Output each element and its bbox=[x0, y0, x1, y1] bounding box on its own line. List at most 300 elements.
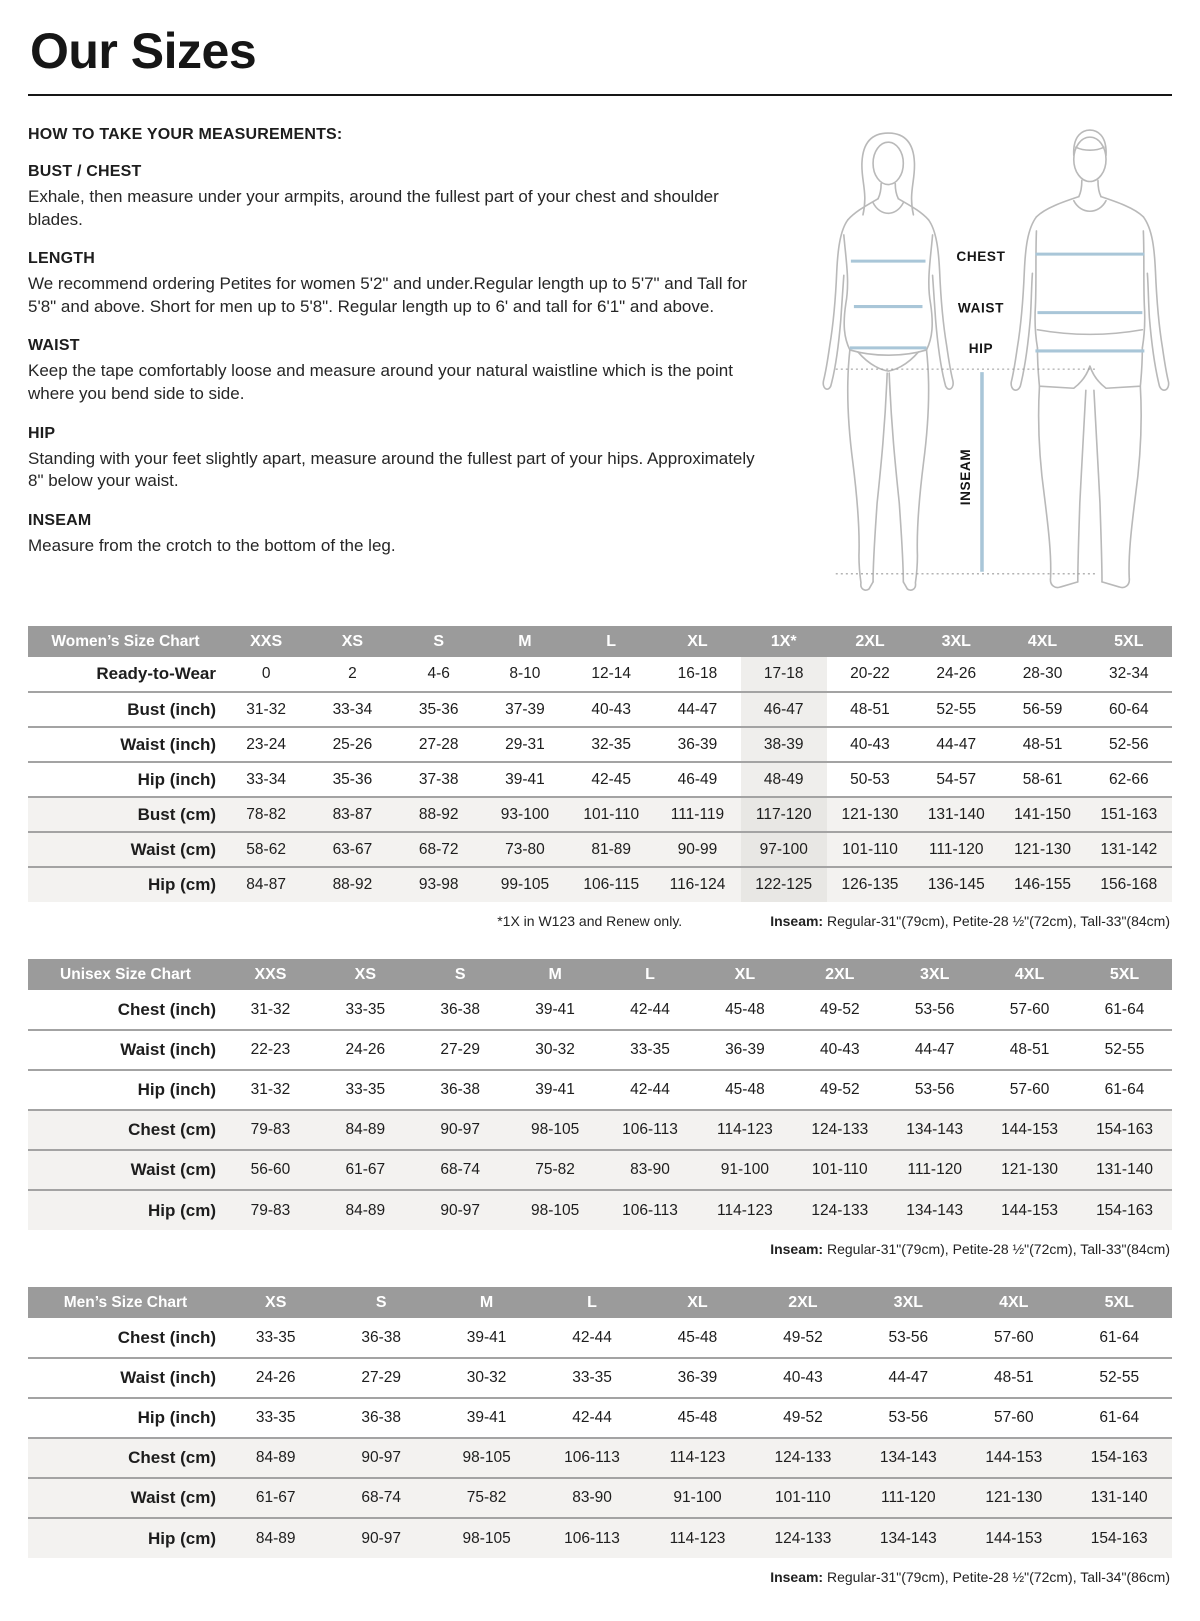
size-cell: 124-133 bbox=[774, 1529, 832, 1547]
size-cell: 117-120 bbox=[741, 797, 827, 832]
size-cell: 27-29 bbox=[361, 1369, 401, 1386]
size-cell: 46-49 bbox=[677, 770, 718, 788]
table-header-row bbox=[28, 959, 1172, 990]
size-cell: 99-105 bbox=[500, 876, 550, 893]
size-cell: 27-28 bbox=[418, 735, 459, 753]
footnote-1x: *1X in W123 and Renew only. bbox=[497, 913, 683, 929]
size-cell: 40-43 bbox=[819, 1041, 860, 1058]
size-cell: 42-44 bbox=[572, 1328, 612, 1346]
size-cell: 101-110 bbox=[811, 1161, 868, 1178]
table-row bbox=[28, 1150, 1172, 1190]
size-cell: 131-142 bbox=[1100, 840, 1158, 858]
column-header: XS bbox=[223, 1287, 328, 1318]
size-cell: 36-39 bbox=[725, 1041, 765, 1058]
section-label: INSEAM bbox=[28, 511, 92, 529]
table-row bbox=[28, 657, 1172, 692]
footnote-inseam-text: Regular-31"(79cm), Petite-28 ½"(72cm), Tall-34"(86cm) bbox=[823, 1569, 1170, 1585]
size-cell: 33-35 bbox=[345, 1081, 386, 1098]
size-cell: 61-64 bbox=[1099, 1409, 1140, 1426]
size-cell: 136-145 bbox=[927, 876, 985, 893]
section-label: HIP bbox=[28, 424, 56, 442]
column-header: XL bbox=[697, 959, 792, 990]
size-cell: 54-57 bbox=[936, 770, 977, 788]
size-cell: 56-59 bbox=[1022, 700, 1063, 718]
footnote-inseam-label: Inseam: bbox=[770, 1241, 824, 1257]
size-cell: 35-36 bbox=[418, 700, 459, 718]
size-cell: 36-39 bbox=[677, 1369, 718, 1386]
size-cell: 38-39 bbox=[741, 727, 827, 762]
size-cell: 154-163 bbox=[1090, 1449, 1148, 1466]
section-waist bbox=[28, 337, 780, 405]
size-cell: 44-47 bbox=[914, 1041, 955, 1058]
size-cell: 121-130 bbox=[985, 1489, 1043, 1506]
size-cell: 33-35 bbox=[572, 1369, 612, 1386]
size-cell: 58-62 bbox=[246, 840, 286, 858]
size-cell: 116-124 bbox=[669, 876, 726, 893]
size-cell: 32-35 bbox=[591, 735, 632, 753]
size-cell: 124-133 bbox=[774, 1449, 832, 1466]
size-cell: 98-105 bbox=[462, 1449, 511, 1466]
column-header: 3XL bbox=[913, 626, 999, 657]
size-cell: 84-89 bbox=[255, 1449, 296, 1466]
instructions-heading: HOW TO TAKE YOUR MEASUREMENTS: bbox=[28, 126, 343, 143]
size-cell: 36-38 bbox=[440, 1000, 481, 1018]
size-cell: 111-120 bbox=[881, 1489, 936, 1506]
size-cell: 42-44 bbox=[572, 1409, 612, 1426]
row-label: Hip (inch) bbox=[137, 769, 216, 789]
size-cell: 68-74 bbox=[361, 1489, 401, 1506]
size-cell: 31-32 bbox=[246, 700, 286, 718]
section-label: WAIST bbox=[28, 337, 80, 355]
size-cell: 90-99 bbox=[677, 840, 718, 858]
size-cell: 33-35 bbox=[630, 1041, 670, 1058]
column-header: 4XL bbox=[961, 1287, 1066, 1318]
size-cell: 114-123 bbox=[717, 1121, 773, 1138]
column-header: 3XL bbox=[887, 959, 982, 990]
section-text: We recommend ordering Petites for women 5'2" and under.Regular length up to 5'7" and Tall for 5'8" and above. Short for men up to 5'8". Regular length up to 6' and tall for 6'1" and above. bbox=[28, 274, 748, 316]
size-cell: 40-43 bbox=[783, 1369, 823, 1386]
row-label: Hip (cm) bbox=[148, 1200, 216, 1220]
footnote-inseam-label: Inseam: bbox=[770, 1569, 824, 1585]
size-cell: 42-44 bbox=[630, 1000, 670, 1018]
size-cell: 91-100 bbox=[673, 1489, 722, 1506]
measurement-diagram bbox=[786, 120, 1182, 596]
size-cell: 114-123 bbox=[717, 1201, 773, 1219]
row-label: Ready-to-Wear bbox=[96, 664, 216, 683]
table-row bbox=[28, 762, 1172, 797]
size-cell: 131-140 bbox=[1090, 1489, 1148, 1506]
size-cell: 45-48 bbox=[725, 1000, 765, 1018]
hip-label: HIP bbox=[968, 340, 994, 356]
row-label: Chest (cm) bbox=[128, 1448, 216, 1467]
footnote-inseam bbox=[770, 913, 1170, 929]
page-title: Our Sizes bbox=[30, 23, 257, 79]
measurement-instructions bbox=[28, 120, 780, 596]
footnote-inseam-label: Inseam: bbox=[770, 913, 824, 929]
size-cell: 30-32 bbox=[466, 1369, 507, 1386]
size-cell: 12-14 bbox=[591, 665, 632, 682]
size-cell: 37-38 bbox=[418, 770, 459, 788]
size-cell: 62-66 bbox=[1109, 770, 1149, 788]
size-cell: 49-52 bbox=[783, 1409, 823, 1426]
section-hip bbox=[28, 425, 780, 493]
size-cell: 79-83 bbox=[250, 1121, 291, 1138]
section-label: LENGTH bbox=[28, 250, 95, 268]
size-cell: 98-105 bbox=[462, 1529, 511, 1547]
size-cell: 33-35 bbox=[345, 1000, 386, 1018]
table-header-row bbox=[28, 1287, 1172, 1318]
size-cell: 42-44 bbox=[630, 1081, 670, 1098]
size-cell: 4-6 bbox=[427, 665, 450, 682]
size-cell: 33-34 bbox=[246, 770, 286, 788]
table-row bbox=[28, 1190, 1172, 1230]
measurement-intro bbox=[28, 120, 1172, 596]
size-cell: 144-153 bbox=[985, 1529, 1043, 1547]
section-bust-chest bbox=[28, 163, 780, 231]
table-row bbox=[28, 832, 1172, 867]
size-cell: 48-49 bbox=[741, 762, 827, 797]
size-cell: 131-140 bbox=[1096, 1161, 1153, 1178]
size-cell: 31-32 bbox=[250, 1081, 291, 1098]
size-cell: 154-163 bbox=[1090, 1529, 1148, 1547]
size-cell: 48-51 bbox=[1022, 735, 1063, 753]
table-row bbox=[28, 867, 1172, 902]
size-cell: 35-36 bbox=[332, 770, 373, 788]
size-cell: 83-87 bbox=[332, 805, 373, 823]
size-cell: 141-150 bbox=[1014, 805, 1071, 823]
mens-size-table bbox=[28, 1287, 1172, 1558]
row-label: Chest (inch) bbox=[117, 1327, 216, 1347]
column-header: 2XL bbox=[750, 1287, 855, 1318]
size-cell: 49-52 bbox=[819, 1000, 860, 1018]
size-cell: 88-92 bbox=[418, 805, 459, 823]
size-cell: 106-113 bbox=[622, 1201, 678, 1219]
size-cell: 25-26 bbox=[332, 735, 373, 753]
column-header: 2XL bbox=[792, 959, 887, 990]
section-length bbox=[28, 250, 780, 318]
footnote-inseam bbox=[770, 1241, 1170, 1257]
size-cell: 83-90 bbox=[572, 1489, 612, 1506]
womens-table-footnotes bbox=[28, 913, 1170, 929]
table-title: Unisex Size Chart bbox=[28, 959, 223, 990]
row-label: Waist (inch) bbox=[120, 1368, 216, 1387]
size-cell: 121-130 bbox=[1001, 1161, 1059, 1178]
size-cell: 8-10 bbox=[509, 665, 541, 682]
column-header: M bbox=[434, 1287, 539, 1318]
size-cell: 61-64 bbox=[1104, 1000, 1145, 1018]
size-cell: 106-113 bbox=[622, 1121, 678, 1138]
table-title: Men’s Size Chart bbox=[28, 1287, 223, 1318]
size-cell: 101-110 bbox=[842, 840, 898, 858]
size-cell: 101-110 bbox=[775, 1489, 831, 1506]
column-header: S bbox=[328, 1287, 433, 1318]
size-cell: 75-82 bbox=[535, 1161, 575, 1178]
size-cell: 121-130 bbox=[1014, 840, 1071, 858]
size-cell: 36-38 bbox=[361, 1328, 401, 1346]
section-text: Standing with your feet slightly apart, measure around the fullest part of your hips. Approximately 8" below your waist. bbox=[28, 448, 755, 491]
size-cell: 121-130 bbox=[841, 805, 899, 823]
size-cell: 81-89 bbox=[591, 840, 632, 858]
size-cell: 44-47 bbox=[888, 1369, 929, 1386]
size-cell: 84-89 bbox=[345, 1201, 386, 1219]
column-header: L bbox=[603, 959, 698, 990]
size-cell: 50-53 bbox=[850, 770, 890, 788]
section-text: Keep the tape comfortably loose and measure around your natural waistline which is the point where you bend side to side. bbox=[28, 361, 733, 404]
size-cell: 122-125 bbox=[741, 867, 827, 902]
size-cell: 61-67 bbox=[345, 1161, 386, 1178]
size-cell: 154-163 bbox=[1096, 1201, 1153, 1219]
size-cell: 61-64 bbox=[1104, 1081, 1145, 1098]
size-cell: 37-39 bbox=[505, 700, 545, 718]
column-header: 2XL bbox=[827, 626, 913, 657]
size-cell: 48-51 bbox=[993, 1369, 1034, 1386]
size-cell: 111-120 bbox=[928, 840, 984, 858]
size-cell: 32-34 bbox=[1109, 665, 1149, 682]
size-cell: 106-115 bbox=[583, 876, 640, 893]
column-header: 5XL bbox=[1077, 959, 1172, 990]
size-cell: 90-97 bbox=[440, 1121, 481, 1138]
size-cell: 42-45 bbox=[591, 770, 632, 788]
row-label: Hip (inch) bbox=[137, 1408, 216, 1427]
row-label: Waist (cm) bbox=[130, 1488, 216, 1507]
size-cell: 57-60 bbox=[993, 1328, 1034, 1346]
size-cell: 30-32 bbox=[535, 1041, 575, 1058]
size-cell: 23-24 bbox=[246, 735, 286, 753]
size-cell: 31-32 bbox=[250, 1000, 291, 1018]
size-cell: 39-41 bbox=[505, 770, 545, 788]
size-cell: 20-22 bbox=[850, 665, 890, 682]
size-cell: 84-89 bbox=[255, 1529, 296, 1547]
column-header: L bbox=[539, 1287, 644, 1318]
womens-size-table bbox=[28, 626, 1172, 902]
size-cell: 134-143 bbox=[879, 1529, 937, 1547]
size-cell: 46-47 bbox=[741, 692, 827, 727]
unisex-table-footnotes bbox=[28, 1241, 1170, 1257]
size-cell: 151-163 bbox=[1100, 805, 1158, 823]
size-cell: 156-168 bbox=[1100, 876, 1158, 893]
size-cell: 22-23 bbox=[250, 1041, 291, 1058]
size-cell: 33-35 bbox=[255, 1328, 296, 1346]
size-cell: 78-82 bbox=[246, 805, 286, 823]
row-label: Waist (inch) bbox=[120, 1040, 216, 1059]
table-row bbox=[28, 1030, 1172, 1070]
size-cell: 36-38 bbox=[361, 1409, 401, 1426]
size-cell: 48-51 bbox=[1009, 1041, 1050, 1058]
mens-table-footnotes bbox=[28, 1569, 1170, 1585]
size-cell: 52-56 bbox=[1109, 735, 1149, 753]
row-label: Waist (cm) bbox=[130, 1160, 216, 1179]
column-header: 1X* bbox=[741, 626, 827, 657]
size-cell: 45-48 bbox=[677, 1328, 718, 1346]
size-cell: 17-18 bbox=[741, 657, 827, 692]
size-cell: 48-51 bbox=[850, 700, 890, 718]
size-cell: 45-48 bbox=[677, 1409, 718, 1426]
row-label: Bust (cm) bbox=[137, 804, 216, 824]
table-row bbox=[28, 1398, 1172, 1438]
row-label: Hip (cm) bbox=[148, 875, 216, 894]
size-cell: 114-123 bbox=[669, 1449, 726, 1466]
column-header: 5XL bbox=[1067, 1287, 1173, 1318]
size-cell: 39-41 bbox=[466, 1328, 507, 1346]
size-cell: 90-97 bbox=[361, 1449, 401, 1466]
size-cell: 16-18 bbox=[677, 665, 718, 682]
size-cell: 126-135 bbox=[841, 876, 899, 893]
table-row bbox=[28, 1438, 1172, 1478]
size-cell: 93-98 bbox=[418, 876, 459, 893]
table-row bbox=[28, 692, 1172, 727]
column-header: L bbox=[568, 626, 654, 657]
size-cell: 111-119 bbox=[670, 805, 725, 823]
size-cell: 33-34 bbox=[332, 700, 373, 718]
size-cell: 36-38 bbox=[440, 1081, 481, 1098]
size-cell: 68-74 bbox=[440, 1161, 481, 1178]
size-cell: 144-153 bbox=[985, 1449, 1043, 1466]
size-cell: 49-52 bbox=[819, 1081, 860, 1098]
column-header: 4XL bbox=[999, 626, 1085, 657]
column-header: XL bbox=[645, 1287, 750, 1318]
section-inseam bbox=[28, 512, 780, 558]
size-cell: 60-64 bbox=[1109, 700, 1149, 718]
column-header: M bbox=[482, 626, 568, 657]
size-cell: 24-26 bbox=[345, 1041, 386, 1058]
column-header: XS bbox=[318, 959, 413, 990]
table-header-row bbox=[28, 626, 1172, 657]
column-header: S bbox=[396, 626, 482, 657]
size-cell: 56-60 bbox=[250, 1161, 291, 1178]
size-cell: 49-52 bbox=[783, 1328, 823, 1346]
table-row bbox=[28, 1478, 1172, 1518]
size-cell: 90-97 bbox=[440, 1201, 481, 1219]
body-figures-illustration bbox=[786, 122, 1182, 596]
chest-label: CHEST bbox=[956, 249, 1006, 265]
column-header: M bbox=[508, 959, 603, 990]
table-row bbox=[28, 797, 1172, 832]
size-cell: 134-143 bbox=[906, 1121, 964, 1138]
size-cell: 61-64 bbox=[1099, 1328, 1140, 1346]
size-cell: 57-60 bbox=[993, 1409, 1034, 1426]
size-cell: 2 bbox=[348, 665, 357, 682]
size-cell: 53-56 bbox=[888, 1409, 929, 1426]
size-cell: 63-67 bbox=[332, 840, 373, 858]
size-cell: 75-82 bbox=[466, 1489, 507, 1506]
size-cell: 61-67 bbox=[255, 1489, 296, 1506]
size-cell: 93-100 bbox=[500, 805, 550, 823]
size-cell: 106-113 bbox=[564, 1529, 620, 1547]
figure-outlines bbox=[823, 130, 1168, 590]
size-cell: 91-100 bbox=[720, 1161, 770, 1178]
size-cell: 28-30 bbox=[1022, 665, 1063, 682]
size-cell: 144-153 bbox=[1001, 1121, 1059, 1138]
size-cell: 124-133 bbox=[811, 1121, 869, 1138]
section-label: BUST / CHEST bbox=[28, 163, 142, 180]
size-cell: 36-39 bbox=[677, 735, 718, 753]
size-cell: 73-80 bbox=[505, 840, 545, 858]
section-text: Exhale, then measure under your armpits, around the fullest part of your chest and shoulder blades. bbox=[28, 187, 719, 229]
table-row bbox=[28, 1518, 1172, 1558]
size-cell: 144-153 bbox=[1001, 1201, 1059, 1219]
size-cell: 134-143 bbox=[906, 1201, 964, 1219]
size-cell: 53-56 bbox=[914, 1000, 955, 1018]
size-cell: 27-29 bbox=[440, 1041, 481, 1058]
size-cell: 52-55 bbox=[1104, 1041, 1145, 1058]
row-label: Bust (inch) bbox=[127, 699, 216, 719]
size-cell: 0 bbox=[261, 665, 271, 682]
size-cell: 45-48 bbox=[725, 1081, 765, 1098]
unisex-size-chart bbox=[28, 959, 1172, 1257]
unisex-size-table bbox=[28, 959, 1172, 1230]
womens-size-chart bbox=[28, 626, 1172, 929]
size-cell: 58-61 bbox=[1022, 770, 1063, 788]
size-cell: 111-120 bbox=[907, 1161, 962, 1178]
table-row bbox=[28, 727, 1172, 762]
size-cell: 57-60 bbox=[1009, 1000, 1050, 1018]
size-cell: 39-41 bbox=[466, 1409, 507, 1426]
row-label: Chest (cm) bbox=[128, 1120, 216, 1139]
column-header: XXS bbox=[223, 626, 309, 657]
mens-size-chart bbox=[28, 1287, 1172, 1585]
table-row bbox=[28, 990, 1172, 1030]
size-cell: 101-110 bbox=[583, 805, 640, 823]
column-header: 5XL bbox=[1086, 626, 1172, 657]
size-cell: 52-55 bbox=[936, 700, 977, 718]
row-label: Waist (inch) bbox=[120, 734, 216, 754]
size-cell: 39-41 bbox=[535, 1000, 575, 1018]
waist-label: WAIST bbox=[957, 300, 1005, 316]
size-cell: 146-155 bbox=[1014, 876, 1071, 893]
size-cell: 154-163 bbox=[1096, 1121, 1153, 1138]
size-cell: 98-105 bbox=[530, 1121, 580, 1138]
table-row bbox=[28, 1070, 1172, 1110]
size-cell: 24-26 bbox=[936, 665, 977, 682]
size-cell: 131-140 bbox=[927, 805, 985, 823]
size-cell: 24-26 bbox=[255, 1369, 296, 1386]
column-header: XXS bbox=[223, 959, 318, 990]
table-row bbox=[28, 1318, 1172, 1358]
size-cell: 68-72 bbox=[418, 840, 459, 858]
size-cell: 134-143 bbox=[879, 1449, 937, 1466]
size-cell: 79-83 bbox=[250, 1201, 291, 1219]
table-title: Women’s Size Chart bbox=[28, 626, 223, 657]
column-header: 3XL bbox=[856, 1287, 961, 1318]
footnote-inseam-text: Regular-31"(79cm), Petite-28 ½"(72cm), Tall-33"(84cm) bbox=[823, 1241, 1170, 1257]
size-cell: 106-113 bbox=[564, 1449, 620, 1466]
size-cell: 114-123 bbox=[669, 1529, 726, 1547]
row-label: Hip (inch) bbox=[137, 1080, 216, 1099]
size-cell: 53-56 bbox=[888, 1328, 929, 1346]
size-cell: 83-90 bbox=[630, 1161, 670, 1178]
section-text: Measure from the crotch to the bottom of the leg. bbox=[28, 535, 396, 555]
inseam-label: INSEAM bbox=[957, 448, 973, 506]
size-cell: 88-92 bbox=[332, 876, 373, 893]
row-label: Hip (cm) bbox=[148, 1528, 216, 1548]
size-cell: 29-31 bbox=[505, 735, 545, 753]
title-divider bbox=[28, 94, 1172, 96]
footnote-inseam bbox=[770, 1569, 1170, 1585]
column-header: XS bbox=[309, 626, 395, 657]
column-header: XL bbox=[654, 626, 740, 657]
size-cell: 39-41 bbox=[535, 1081, 575, 1098]
column-header: 4XL bbox=[982, 959, 1077, 990]
size-cell: 44-47 bbox=[677, 700, 718, 718]
size-cell: 97-100 bbox=[741, 832, 827, 867]
size-cell: 84-89 bbox=[345, 1121, 386, 1138]
footnote-inseam-text: Regular-31"(79cm), Petite-28 ½"(72cm), Tall-33"(84cm) bbox=[823, 913, 1170, 929]
size-cell: 52-55 bbox=[1099, 1369, 1140, 1386]
size-cell: 40-43 bbox=[850, 735, 890, 753]
size-cell: 90-97 bbox=[361, 1529, 401, 1547]
column-header: S bbox=[413, 959, 508, 990]
size-cell: 44-47 bbox=[936, 735, 977, 753]
